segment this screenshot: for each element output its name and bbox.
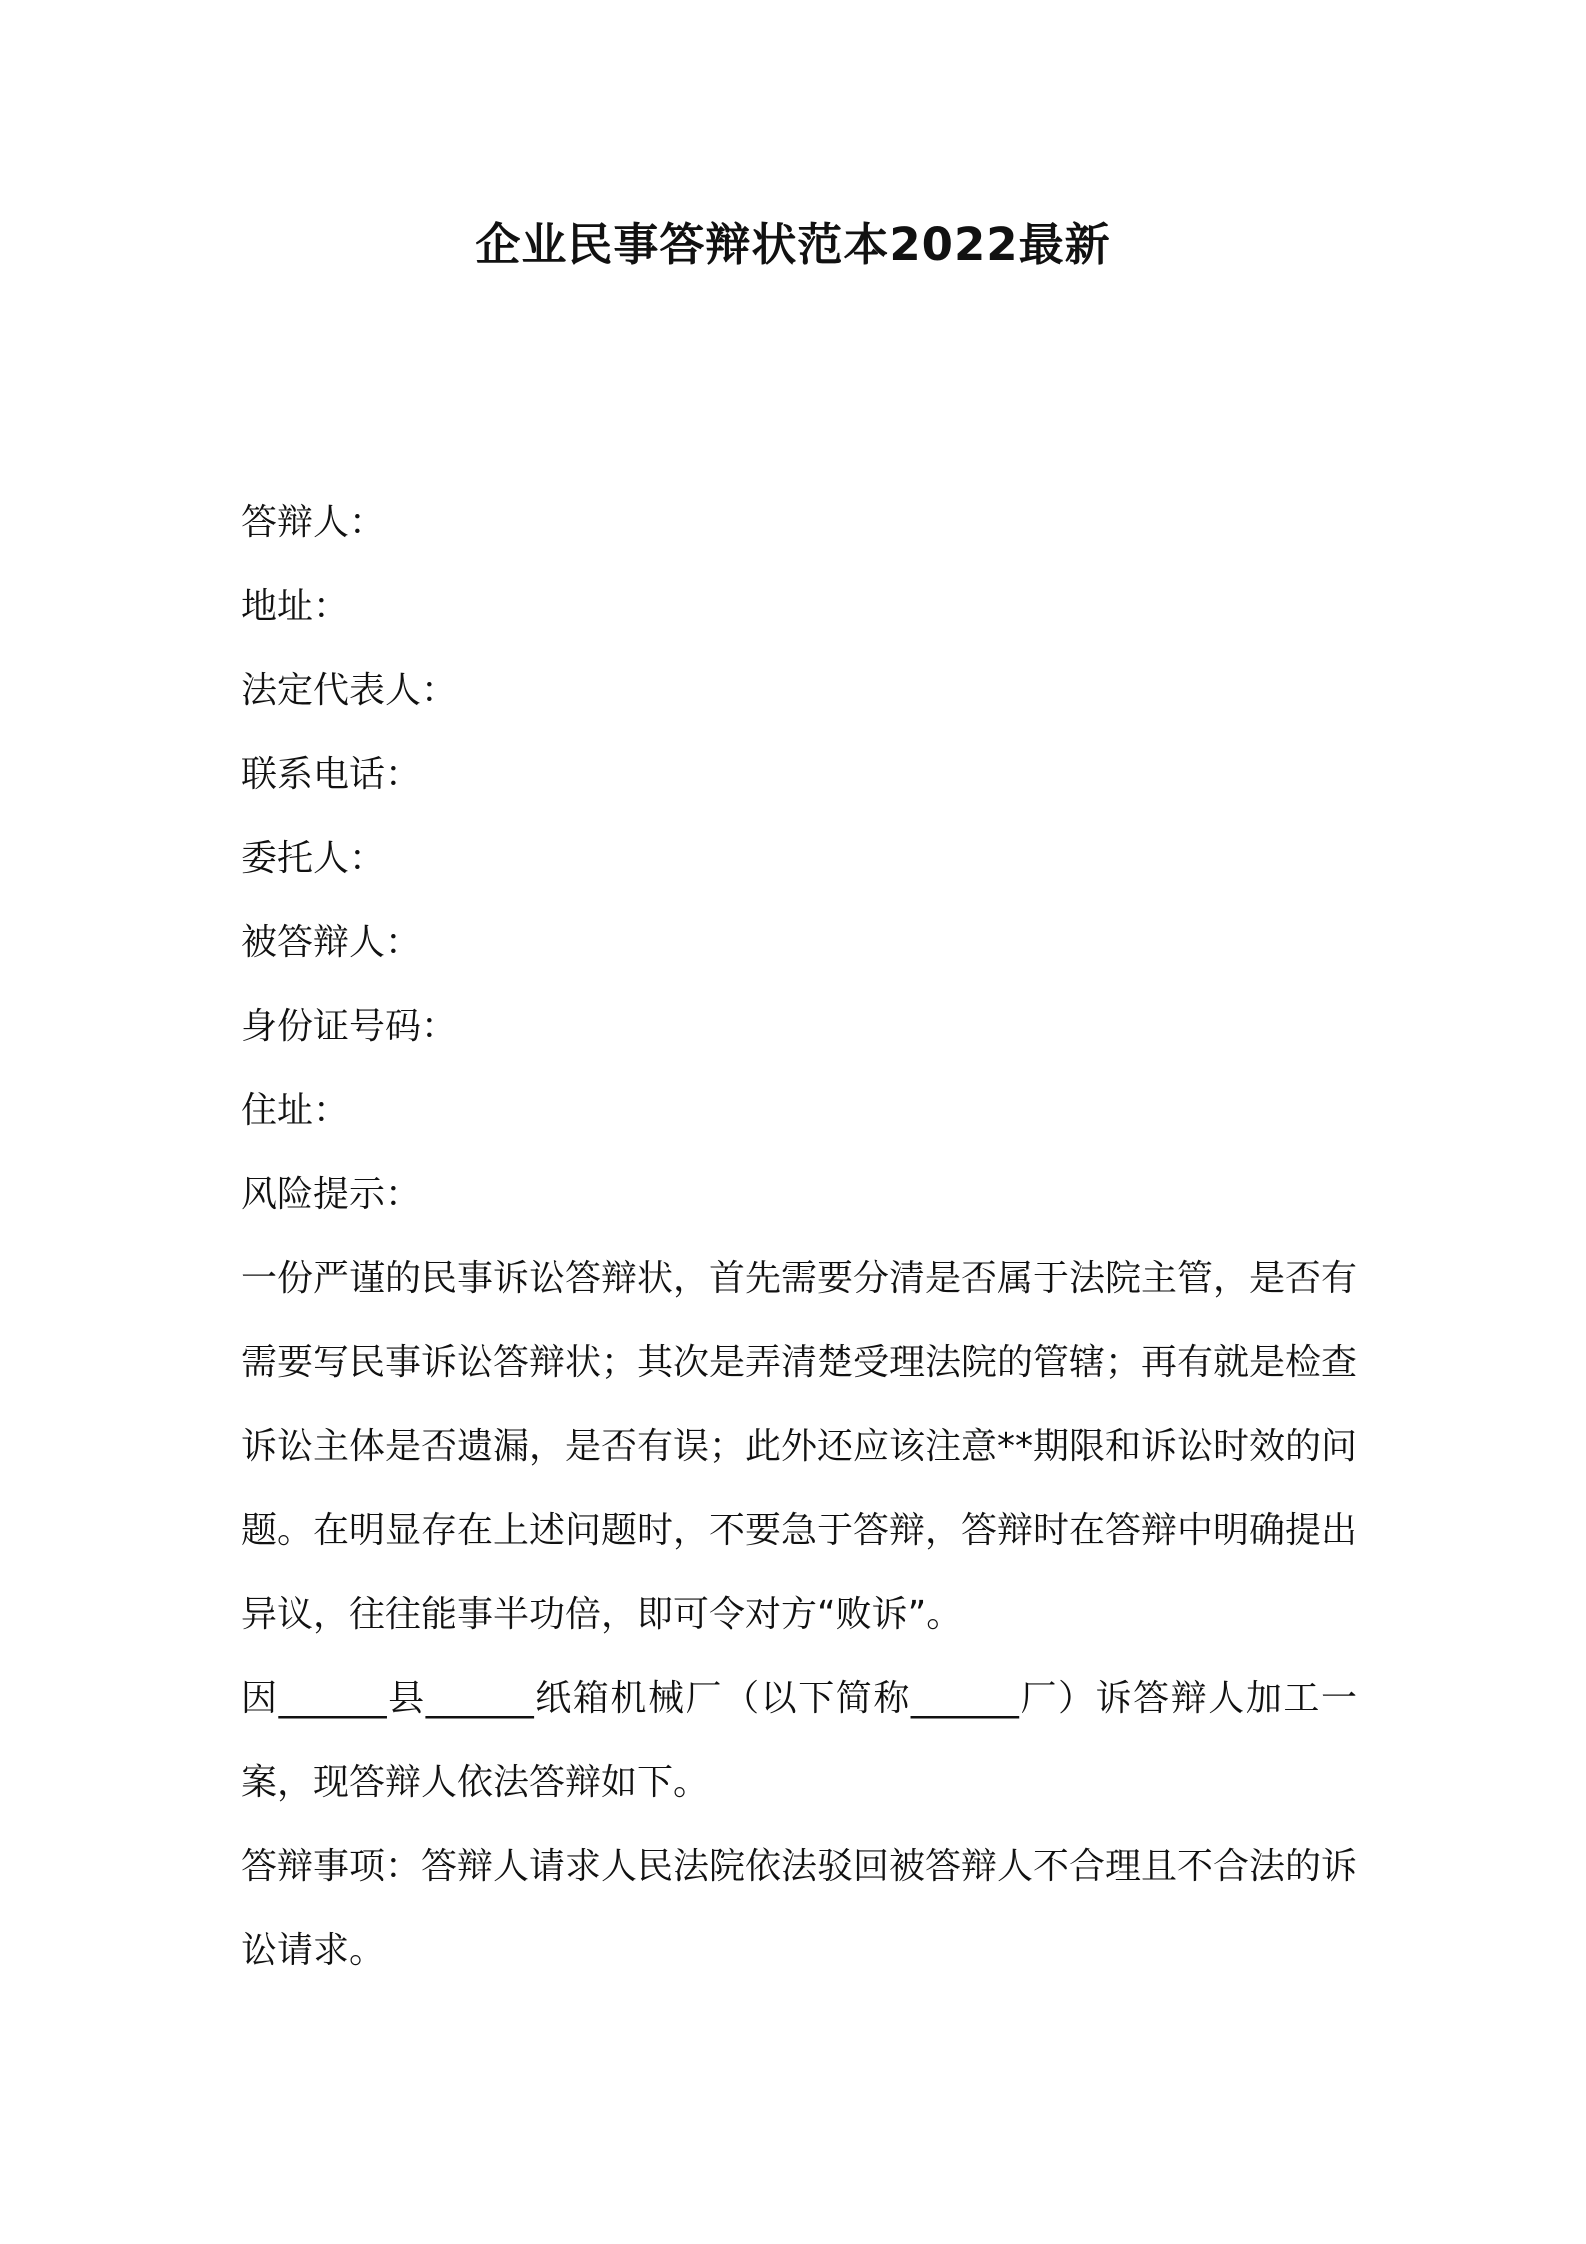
field-id-number: 身份证号码： — [241, 1006, 458, 1047]
field-agent: 委托人： — [241, 838, 386, 879]
field-legal-representative: 法定代表人： — [241, 670, 458, 711]
field-address: 地址： — [241, 586, 350, 627]
defense-matters-paragraph: 答辩事项：答辩人请求人民法院依法驳回被答辩人不合理且不合法的诉讼请求。 — [241, 1846, 1358, 1971]
risk-warning-paragraph: 一份严谨的民事诉讼答辩状，首先需要分清是否属于法院主管，是否有需要写民事诉讼答辩状；其次是弄清楚受理法院的管辖；再有就是检查诉讼主体是否遗漏，是否有误；此外还应该注意**期限和诉讼时效的问题。在明显存在上述问题时，不要急于答辩，答辩时在答辩中明确提出异议，往往能事半功倍，即可令对方“败诉”。 — [241, 1258, 1358, 1635]
field-residence: 住址： — [241, 1090, 350, 1131]
field-risk-warning: 风险提示： — [241, 1174, 422, 1215]
field-contact-phone: 联系电话： — [241, 754, 422, 795]
field-respondent: 答辩人： — [241, 502, 386, 543]
case-intro-paragraph: 因______县______纸箱机械厂（以下简称______厂）诉答辩人加工一案，现答辩人依法答辩如下。 — [241, 1678, 1357, 1803]
document-body — [241, 481, 1357, 1993]
field-plaintiff: 被答辩人： — [241, 922, 422, 963]
document-title: 企业民事答辩状范本2022最新 — [475, 218, 1111, 271]
